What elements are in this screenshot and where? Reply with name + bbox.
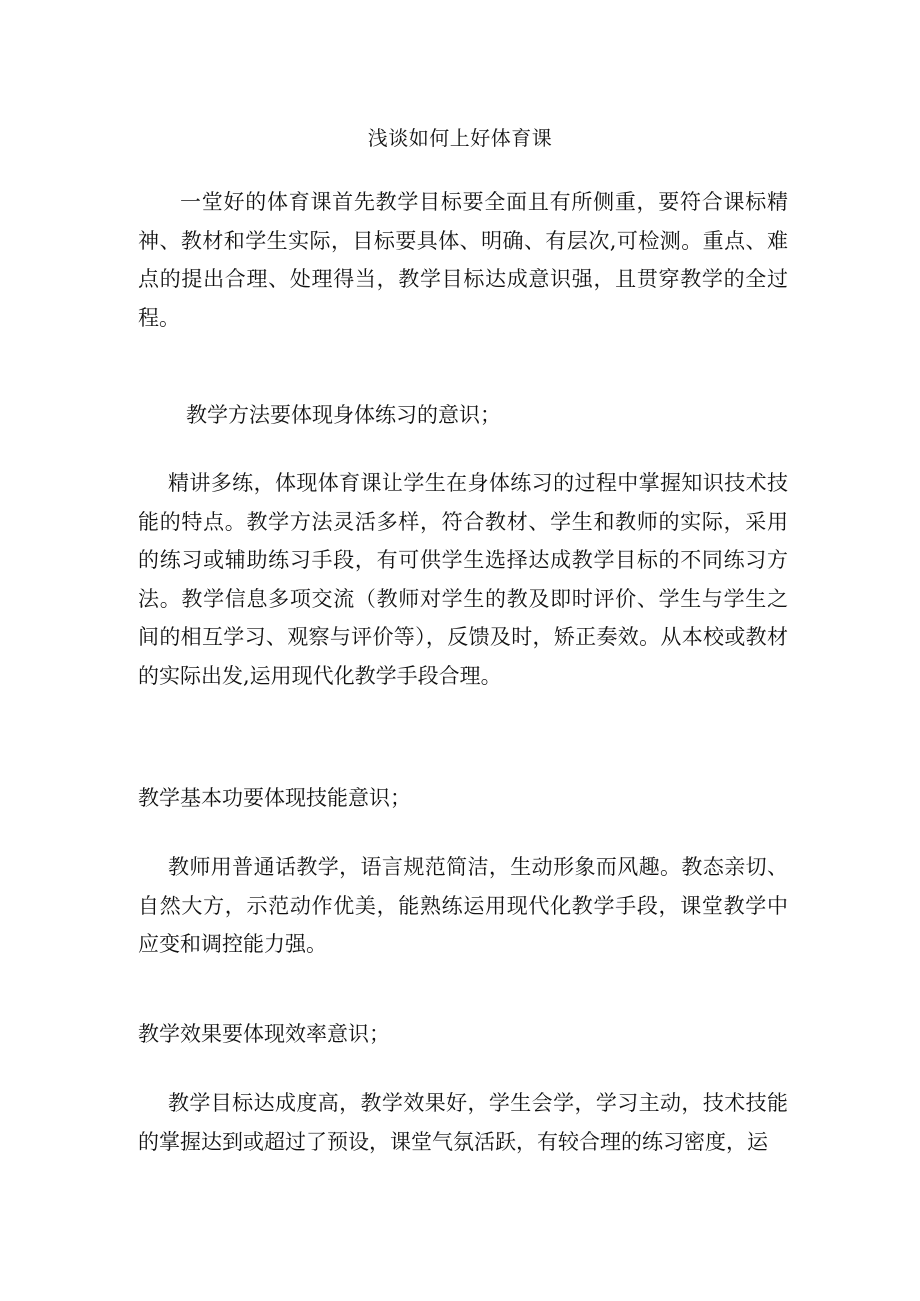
- paragraph-teaching-goals: 一堂好的体育课首先教学目标要全面且有所侧重，要符合课标精神、教材和学生实际，目标要具体、明确、有层次,可检测。重点、难点的提出合理、处理得当，教学目标达成意识强，且贯穿教学的全过程。: [138, 190, 788, 330]
- heading-teaching-methods: 教学方法要体现身体练习的意识；: [186, 403, 501, 427]
- paragraph-teaching-methods: 精讲多练，体现体育课让学生在身体练习的过程中掌握知识技术技能的特点。教学方法灵活多样，符合教材、学生和教师的实际，采用的练习或辅助练习手段，有可供学生选择达成教学目标的不同练习方法。教学信息多项交流（教师对学生的教及即时评价、学生与学生之间的相互学习、观察与评价等），反馈及时，矫正奏效。从本校或教材的实际出发,运用现代化教学手段合理。: [138, 471, 788, 688]
- document-title: 浅谈如何上好体育课: [367, 126, 553, 150]
- paragraph-teaching-effect: 教学目标达成度高，教学效果好，学生会学，学习主动，技术技能的掌握达到或超过了预设，课堂气氛活跃，有较合理的练习密度，运: [138, 1091, 788, 1154]
- paragraph-basic-skills: 教师用普通话教学，语言规范简洁，生动形象而风趣。教态亲切、自然大方，示范动作优美，能熟练运用现代化教学手段，课堂教学中应变和调控能力强。: [138, 855, 788, 956]
- heading-teaching-effect: 教学效果要体现效率意识；: [138, 1022, 390, 1046]
- heading-basic-skills: 教学基本功要体现技能意识；: [138, 786, 411, 810]
